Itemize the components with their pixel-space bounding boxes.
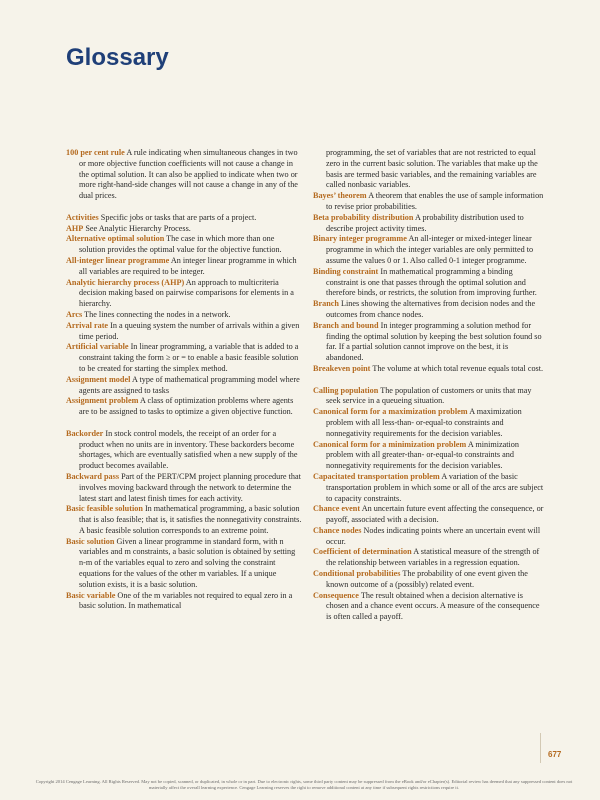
glossary-entry [313,504,544,526]
glossary-entry [66,537,302,591]
glossary-term: Branch and bound [313,320,379,330]
glossary-term: Backorder [66,428,104,438]
glossary-definition: A variation of the basic transportation problem in which some or all of the arcs are subject to capacity constraints. [326,471,544,503]
glossary-term: Canonical form for a minimization problem [313,439,467,449]
glossary-definition: Given a linear programme in standard form, with n variables and m constraints, a basic solution is obtained by setting n-m of the variables equal to zero and solving the constraint equations for the values of the other m variables. If a unique solution exists, it is a basic solution. [79,536,296,589]
glossary-definition: The population of customers or units that may seek service in a queueing situation. [326,385,532,406]
glossary-definition: An approach to multicriteria decision making based on pairwise comparisons for elements in a hierarchy. [79,277,294,309]
glossary-entry [66,213,302,224]
glossary-entry [313,440,544,472]
glossary-term: Consequence [313,590,359,600]
glossary-entry [66,472,302,504]
copyright-notice: Copyright 2014 Cengage Learning. All Rights Reserved. May not be copied, scanned, or duplicated, in whole or in part. Due to electronic rights, some third party content may be suppressed from the eBook and/or eChapter(s). Editorial review has deemed that any suppressed content does not materially affect the overall learning experience. Cengage Learning reserves the right to remove additional content at any time if subsequent rights restrictions require it. [35,779,573,790]
glossary-definition: A rule indicating when simultaneous changes in two or more objective function coefficients will not cause a change in the optimal solution. It can also be applied to indicate when two or more right-hand-side changes will not cause a change in any of the dual prices. [79,148,298,201]
glossary-right-entries [313,191,544,623]
glossary-definition: In mathematical programming a binding constraint is one that passes through the optimal solution and therefore binds, or restricts, the solution from improving further. [326,266,537,298]
glossary-entry [66,310,302,321]
glossary-entry [66,224,302,235]
glossary-term: Assignment problem [66,396,139,406]
glossary-definition: In integer programming a solution method for finding the optimal solution by keeping the best solution found so far. If a partial solution cannot improve on the best, it is abandoned. [326,320,542,363]
glossary-definition: A statistical measure of the strength of the relationship between variables in a regression equation. [326,547,540,568]
glossary-term: Basic solution [66,536,115,546]
continued-definition: programming, the set of variables that are not restricted to equal zero in the current basic solution. The variables that make up the basis are termed basic variables, and the remaining variables are called nonbasic variables. [326,148,538,190]
glossary-definition: Specific jobs or tasks that are parts of a project. [100,212,257,222]
page-title: Glossary [66,44,169,71]
glossary-definition: The case in which more than one solution provides the optimal value for the objective function. [79,234,282,255]
glossary-term: Activities [66,212,99,222]
glossary-definition: Nodes indicating points where an uncertain event will occur. [326,525,541,546]
glossary-term: Binding constraint [313,266,379,276]
glossary-entry [66,321,302,343]
glossary-term: Assignment model [66,374,131,384]
glossary-definition: The lines connecting the nodes in a network. [84,309,231,319]
glossary-definition: See Analytic Hierarchy Process. [85,223,191,233]
glossary-entry [313,364,544,375]
glossary-term: Calling population [313,385,379,395]
glossary-definition: A class of optimization problems where agents are to be assigned to tasks to optimize a given objective function. [79,396,294,417]
glossary-entry [313,321,544,364]
glossary-definition: An integer linear programme in which all variables are required to be integer. [79,255,297,276]
glossary-entry [313,213,544,235]
glossary-term: Coefficient of determination [313,547,412,557]
glossary-definition: In a queuing system the number of arrivals within a given time period. [79,320,300,341]
glossary-term: Conditional probabilities [313,569,401,579]
glossary-entry [313,386,544,408]
glossary-term: Breakeven point [313,363,371,373]
glossary-term: Arcs [66,309,83,319]
page-number-divider [540,733,541,763]
glossary-entry [313,267,544,299]
glossary-definition: An uncertain future event affecting the consequence, or payoff, associated with a decision. [326,504,544,525]
glossary-term: Branch [313,299,339,309]
glossary-left-column [66,148,302,612]
glossary-definition: The result obtained when a decision alternative is chosen and a chance event occurs. A measure of the consequence is often called a payoff. [326,590,540,622]
glossary-definition: An all-integer or mixed-integer linear programme in which the integer variables are only permitted to assume the values 0 or 1. Also called 0-1 integer programme. [326,234,534,265]
glossary-term: AHP [66,223,84,233]
glossary-definition: A maximization problem with all less-than- or-equal-to constraints and nonnegativity requirements for the decision variables. [326,407,522,438]
glossary-term: Chance event [313,504,361,514]
glossary-entry [66,256,302,278]
glossary-entry [66,375,302,397]
glossary-term: 100 per cent rule [66,148,125,157]
glossary-term: Artificial variable [66,342,129,352]
glossary-entry [66,396,302,418]
glossary-definition: The volume at which total revenue equals total cost. [372,363,544,373]
glossary-entry [313,547,544,569]
page-number: 677 [548,750,562,759]
glossary-term: Canonical form for a maximization problem [313,407,468,417]
glossary-term: Beta probability distribution [313,212,414,222]
glossary-term: Arrival rate [66,320,109,330]
glossary-entry [313,191,544,213]
glossary-definition: The probability of one event given the known outcome of a (possibly) related event. [326,569,528,589]
glossary-entry [313,299,544,321]
glossary-entry [313,569,544,591]
glossary-term: Capacitated transportation problem [313,471,440,481]
glossary-definition: Lines showing the alternatives from decision nodes and the outcomes from chance nodes. [326,299,536,319]
glossary-definition: In linear programming, a variable that is added to a constraint taking the form ≥ or = to enable a basic feasible solution to be created for starting the simplex method. [79,342,299,373]
glossary-entry [313,234,544,266]
glossary-entry [66,504,302,536]
glossary-entry [313,407,544,439]
glossary-entry [313,526,544,548]
glossary-entry [66,591,302,613]
glossary-term: Bayes’ theorem [313,191,367,201]
glossary-right-column [313,148,544,623]
glossary-term: Alternative optimal solution [66,234,165,244]
glossary-entry [66,148,302,202]
glossary-definition: In stock control models, the receipt of an order for a product when no units are in inventory. These backorders become shortages, which are eventually satisfied when a new supply of the product becomes available. [79,428,298,471]
glossary-definition: A probability distribution used to describe project activity times. [326,212,524,233]
glossary-entry [66,278,302,310]
glossary-entry [66,342,302,374]
glossary-entry [66,234,302,256]
glossary-term: Analytic hierarchy process (AHP) [66,277,185,287]
glossary-term: Chance nodes [313,525,362,535]
glossary-entry [313,591,544,623]
glossary-entry [313,472,544,504]
glossary-definition: A type of mathematical programming model where agents are assigned to tasks [79,374,300,395]
glossary-definition: Part of the PERT/CPM project planning procedure that involves moving backward through the network to determine the latest start and latest finish times for each activity. [79,471,301,503]
glossary-entry [66,429,302,472]
glossary-definition: A theorem that enables the use of sample information to revise prior probabilities. [326,191,544,211]
glossary-term: Binary integer programme [313,234,407,244]
glossary-definition: A minimization problem with all greater-than- or-equal-to constraints and nonnegativity requirements for the decision variables. [326,439,519,471]
glossary-term: Basic variable [66,590,116,600]
glossary-term: All-integer linear programme [66,255,170,265]
glossary-term: Backward pass [66,471,120,481]
glossary-definition: One of the m variables not required to equal zero in a basic solution. In mathematical [79,590,293,611]
glossary-term: Basic feasible solution [66,504,143,514]
glossary-definition: In mathematical programming, a basic solution that is also feasible; that is, it satisfies the nonnegativity constraints. A basic feasible solution corresponds to an extreme point. [79,504,302,535]
